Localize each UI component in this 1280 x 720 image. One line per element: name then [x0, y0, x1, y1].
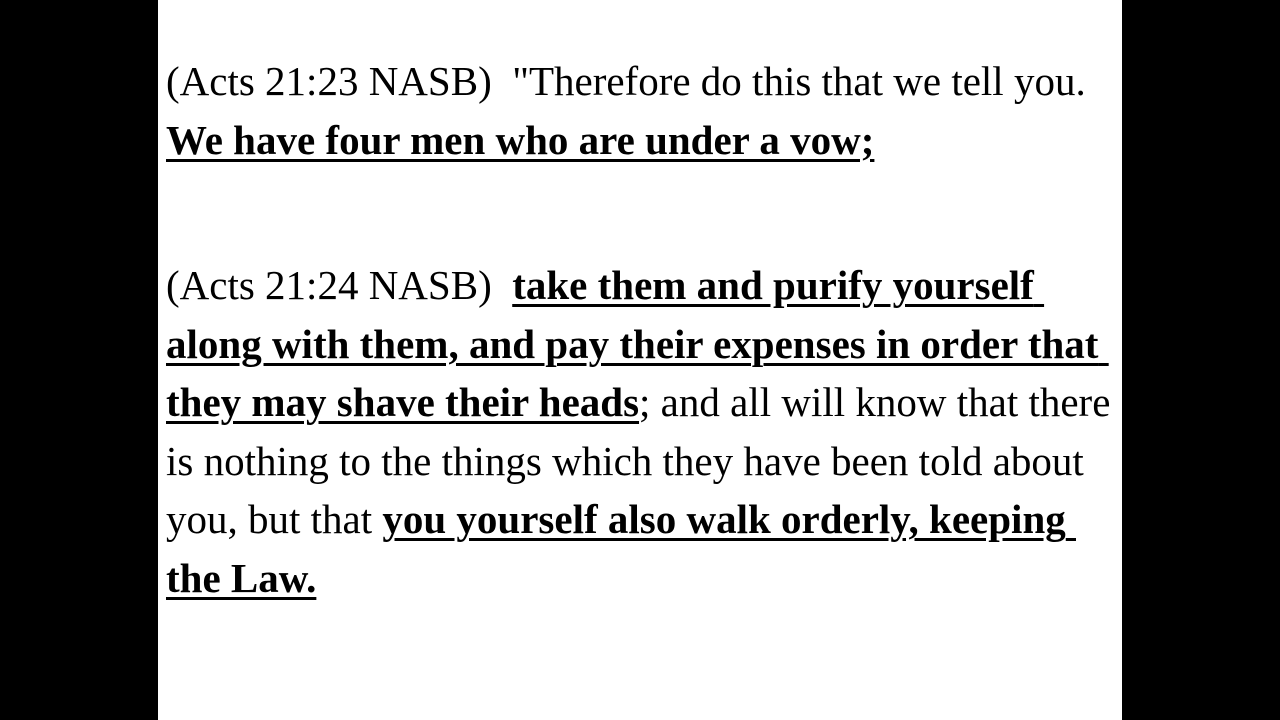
verse-acts-21-24 [166, 256, 1121, 607]
verse-text: ; and all will know that there is nothing to the things which they have been told about you, but that [166, 379, 1121, 542]
slide-page [158, 0, 1122, 720]
verse-text: (Acts 21:24 NASB) [166, 262, 513, 308]
verse-emphasis: you yourself also walk orderly, keeping the Law. [166, 496, 1076, 601]
verse-emphasis: take them and purify yourself along with them, and pay their expenses in order that they may shave their heads [166, 262, 1109, 425]
verse-text: (Acts 21:23 NASB) "Therefore do this that we tell you. [166, 58, 1096, 104]
verse-emphasis: We have four men who are under a vow; [166, 116, 875, 163]
verse-acts-21-23 [166, 52, 1116, 169]
